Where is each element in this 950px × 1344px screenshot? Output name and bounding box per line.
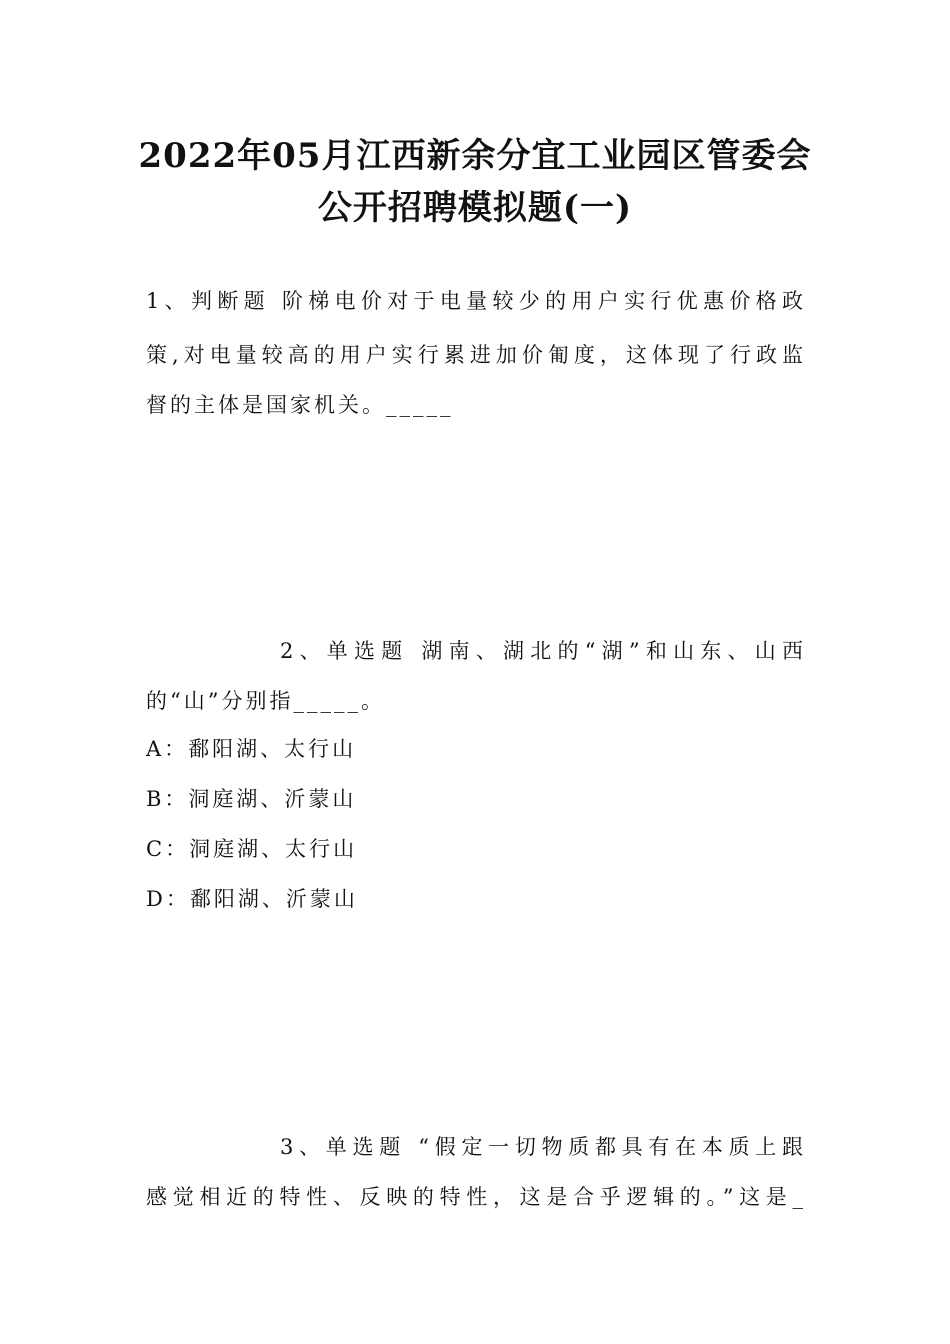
question-2-line-2: 的“山”分别指_____。 <box>146 689 385 713</box>
page-title-line-1: 2022年05月江西新余分宜工业园区管委会 <box>138 136 812 176</box>
question-3-line-2: 感觉相近的特性、反映的特性，这是合乎逻辑的。”这是_ <box>146 1185 806 1209</box>
question-2-option-d: D：鄱阳湖、沂蒙山 <box>146 887 358 911</box>
question-2-line-1: 2、单选题 湖南、湖北的“湖”和山东、山西 <box>280 639 806 663</box>
question-3-line-1: 3、单选题 “假定一切物质都具有在本质上跟 <box>280 1135 806 1159</box>
question-1-line-2: 策,对电量较高的用户实行累进加价匍度，这体现了行政监 <box>146 343 806 367</box>
page-title-line-2: 公开招聘模拟题(一) <box>317 188 633 228</box>
question-2-option-c: C：洞庭湖、太行山 <box>146 837 358 861</box>
question-2-option-b: B：洞庭湖、沂蒙山 <box>146 787 357 811</box>
question-1-line-1: 1、判断题 阶梯电价对于电量较少的用户实行优惠价格政 <box>146 289 806 313</box>
question-1-line-3: 督的主体是国家机关。_____ <box>146 393 454 417</box>
question-2-option-a: A：鄱阳湖、太行山 <box>146 737 357 761</box>
